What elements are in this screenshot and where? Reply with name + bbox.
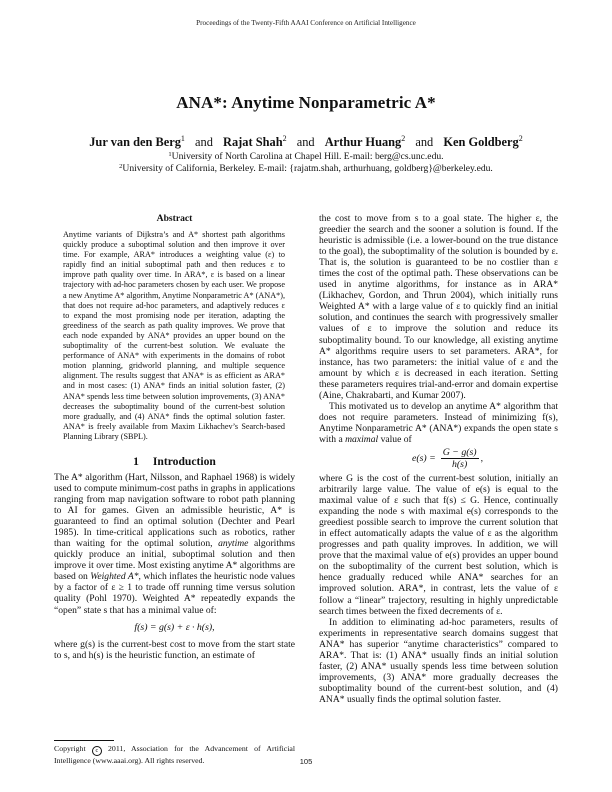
affiliation-mark: 2 (518, 134, 523, 143)
author-name: Rajat Shah (223, 135, 283, 149)
copyright-text: 2011, Association for the Advancement of Artificial Intelligence (www.aaai.org). All rights reserved. (54, 744, 295, 765)
intro-paragraph-2: where g(s) is the current-best cost to move from the start state to s, and h(s) is the heuristic function, an estimate of (54, 638, 295, 661)
paper-title: ANA*: Anytime Nonparametric A* (176, 93, 436, 112)
intro-paragraph-1 (54, 472, 295, 616)
intro-paragraph-3: the cost to move from s to a goal state. The higher ε, the greedier the search and the sooner a solution is found. If the heuristic is admissible (i.e. a lower-bound on the true distance to the goal), the suboptimality of the solution is bounded by ε. That is, the solution is guaranteed to be no costlier than ε times the cost of the optimal path. These observations can be used in anytime algorithms, for instance as in ARA* (Likhachev, Gordon, and Thrun 2004), which initially runs Weighted A* with a large value of ε to quickly find an initial solution, and continues the search with progressively smaller values of ε to improve the solution and reduce its suboptimality bound. To our knowledge, all existing anytime A* algorithms require users to set parameters. ARA*, for instance, has two parameters: the initial value of ε and the amount by which ε is decreased in each iteration. Setting these parameters requires trial-and-error and domain expertise (Aine, Chakrabarti, and Kumar 2007). (319, 213, 558, 401)
author-separator: and (195, 135, 213, 149)
equation-tail: , (480, 452, 484, 464)
abstract-text: Anytime variants of Dijkstra’s and A* shortest path algorithms quickly produce a suboptimal solution and then improve it over time. For example, ARA* introduces a weighting value (ε) to rapidly find an initial suboptimal path and then reduces ε to improve path quality over time. In ARA*, ε is based on a linear trajectory with ad-hoc parameters chosen by each user. We propose a new Anytime A* algorithm, Anytime Nonparametric A* (ANA*), that does not require ad-hoc parameters, and adaptively reduces ε to expand the most promising node per iteration, adapting the greediness of the search as path quality improves. We prove that each node expanded by ANA* provides an upper bound on the suboptimality of the current-best solution. We evaluate the performance of ANA* with experiments in the domains of robot motion planning, gridworld planning, and multiple sequence alignment. The results suggest that ANA* is as efficient as ARA* and in most cases: (1) ANA* finds an initial solution faster, (2) ANA* spends less time between solution improvements, (3) ANA* decreases the suboptimality bound of the current-best solution more gradually, and (4) ANA* finds the optimal solution faster. ANA* is freely available from Maxim Likhachev’s Search-based Planning Library (SBPL). (63, 230, 285, 441)
page-number: 105 (299, 757, 313, 766)
emphasis-text: maximal (345, 433, 379, 445)
proceedings-header: Proceedings of the Twenty-Fifth AAAI Conference on Artificial Intelligence (196, 19, 416, 27)
affiliation-1 (0, 151, 612, 162)
author-name: Jur van den Berg (89, 135, 181, 149)
left-column (54, 213, 295, 661)
intro-paragraph-4 (319, 401, 558, 445)
emphasis-text: anytime (218, 538, 249, 550)
section-number: 1 (133, 454, 139, 468)
intro-paragraph-6: In addition to eliminating ad-hoc parameters, results of experiments in representative search domains suggest that ANA* has superior “anytime characteristics” compared to ARA*. That is: (1) ANA* usually finds an initial solution faster, (2) ANA* usually spends less time between solution improvements, (3) ANA* more gradually decreases the suboptimality bound of the current-best solution, and (4) ANA* usually finds the optimal solution faster. (319, 616, 558, 705)
copyright-icon: c (92, 746, 102, 756)
text-run: This motivated us to develop an anytime A* algorithm that does not require parameters. Instead of minimizing f(s), Anytime Nonparametric A* (ANA*) expands the open state s with a (319, 400, 558, 445)
denominator: h(s) (452, 458, 468, 470)
text-run: The A* algorithm (Hart, Nilsson, and Raphael 1968) is widely used to compute minimum-cost paths in graphs in applications ranging from map navigation software to robot path planning to AI for games. Given an admissible heuristic, A* is guaranteed to find an optimal solution (Dechter and Pearl 1985). In time-critical applications such as robotics, rather than waiting for the optimal solution, (54, 471, 295, 550)
affiliation-mark: 2 (401, 134, 406, 143)
right-column (319, 213, 558, 705)
author-separator: and (415, 135, 434, 149)
copyright-label: Copyright (54, 744, 86, 753)
section-title: Introduction (152, 454, 216, 468)
author-list (0, 135, 612, 150)
emphasis-text: Weighted A* (90, 571, 139, 583)
fraction (441, 447, 479, 470)
numerator: G − g(s) (442, 446, 477, 458)
affiliation-2 (0, 163, 612, 174)
text-run: algorithms quickly produce an initial, suboptimal solution and then improve it over time. Most existing anytime A* algorithms are based on (54, 538, 296, 583)
affiliation-mark: 2 (282, 134, 287, 143)
affiliation-text: University of California, Berkeley. E-mail: {rajatm.shah, arthurhuang, goldberg}@berkeley.edu. (122, 163, 493, 174)
affiliation-mark: 2 (119, 163, 123, 170)
author-separator: and (296, 135, 315, 149)
author-name: Ken Goldberg (443, 135, 519, 149)
affiliation-text: University of North Carolina at Chapel Hill. E-mail: berg@cs.unc.edu. (171, 151, 444, 162)
intro-paragraph-5: where G is the cost of the current-best solution, initially an arbitrarily large value. The value of e(s) is equal to the maximal value of ε such that f(s) ≤ G. Hence, continually expanding the node s with maximal e(s) corresponds to the greediest possible search to improve the current solution that in effect automatically adapts the value of ε as the algorithm progresses and path quality improves. In addition, we will prove that the maximal value of e(s) provides an upper bound on the suboptimality of the current best solution, which is hence gradually reduced while ANA* searches for an improved solution. ARA*, in contrast, lets the value of ε follow a “linear” trajectory, resulting in highly unpredictable search times between the fixed decrements of ε. (319, 472, 558, 617)
author-name: Arthur Huang (324, 135, 402, 149)
affiliation-mark: 1 (180, 134, 185, 143)
affiliation-mark: 1 (168, 151, 172, 158)
section-heading (54, 455, 295, 468)
footnote-rule (54, 740, 114, 741)
equation-ana-star (337, 447, 558, 470)
equation-weighted-astar: f(s) = g(s) + ε · h(s), (134, 621, 215, 633)
abstract-heading: Abstract (156, 213, 193, 224)
equation-lhs: e(s) = (411, 452, 436, 464)
text-run: , which inflates the heuristic node values by a factor of ε ≥ 1 to trade off running time versus solution quality (Pohl 1970). Weighted A* repeatedly expands the “open” state s that has a minimal value of: (54, 571, 295, 616)
text-run: value of (378, 433, 412, 445)
